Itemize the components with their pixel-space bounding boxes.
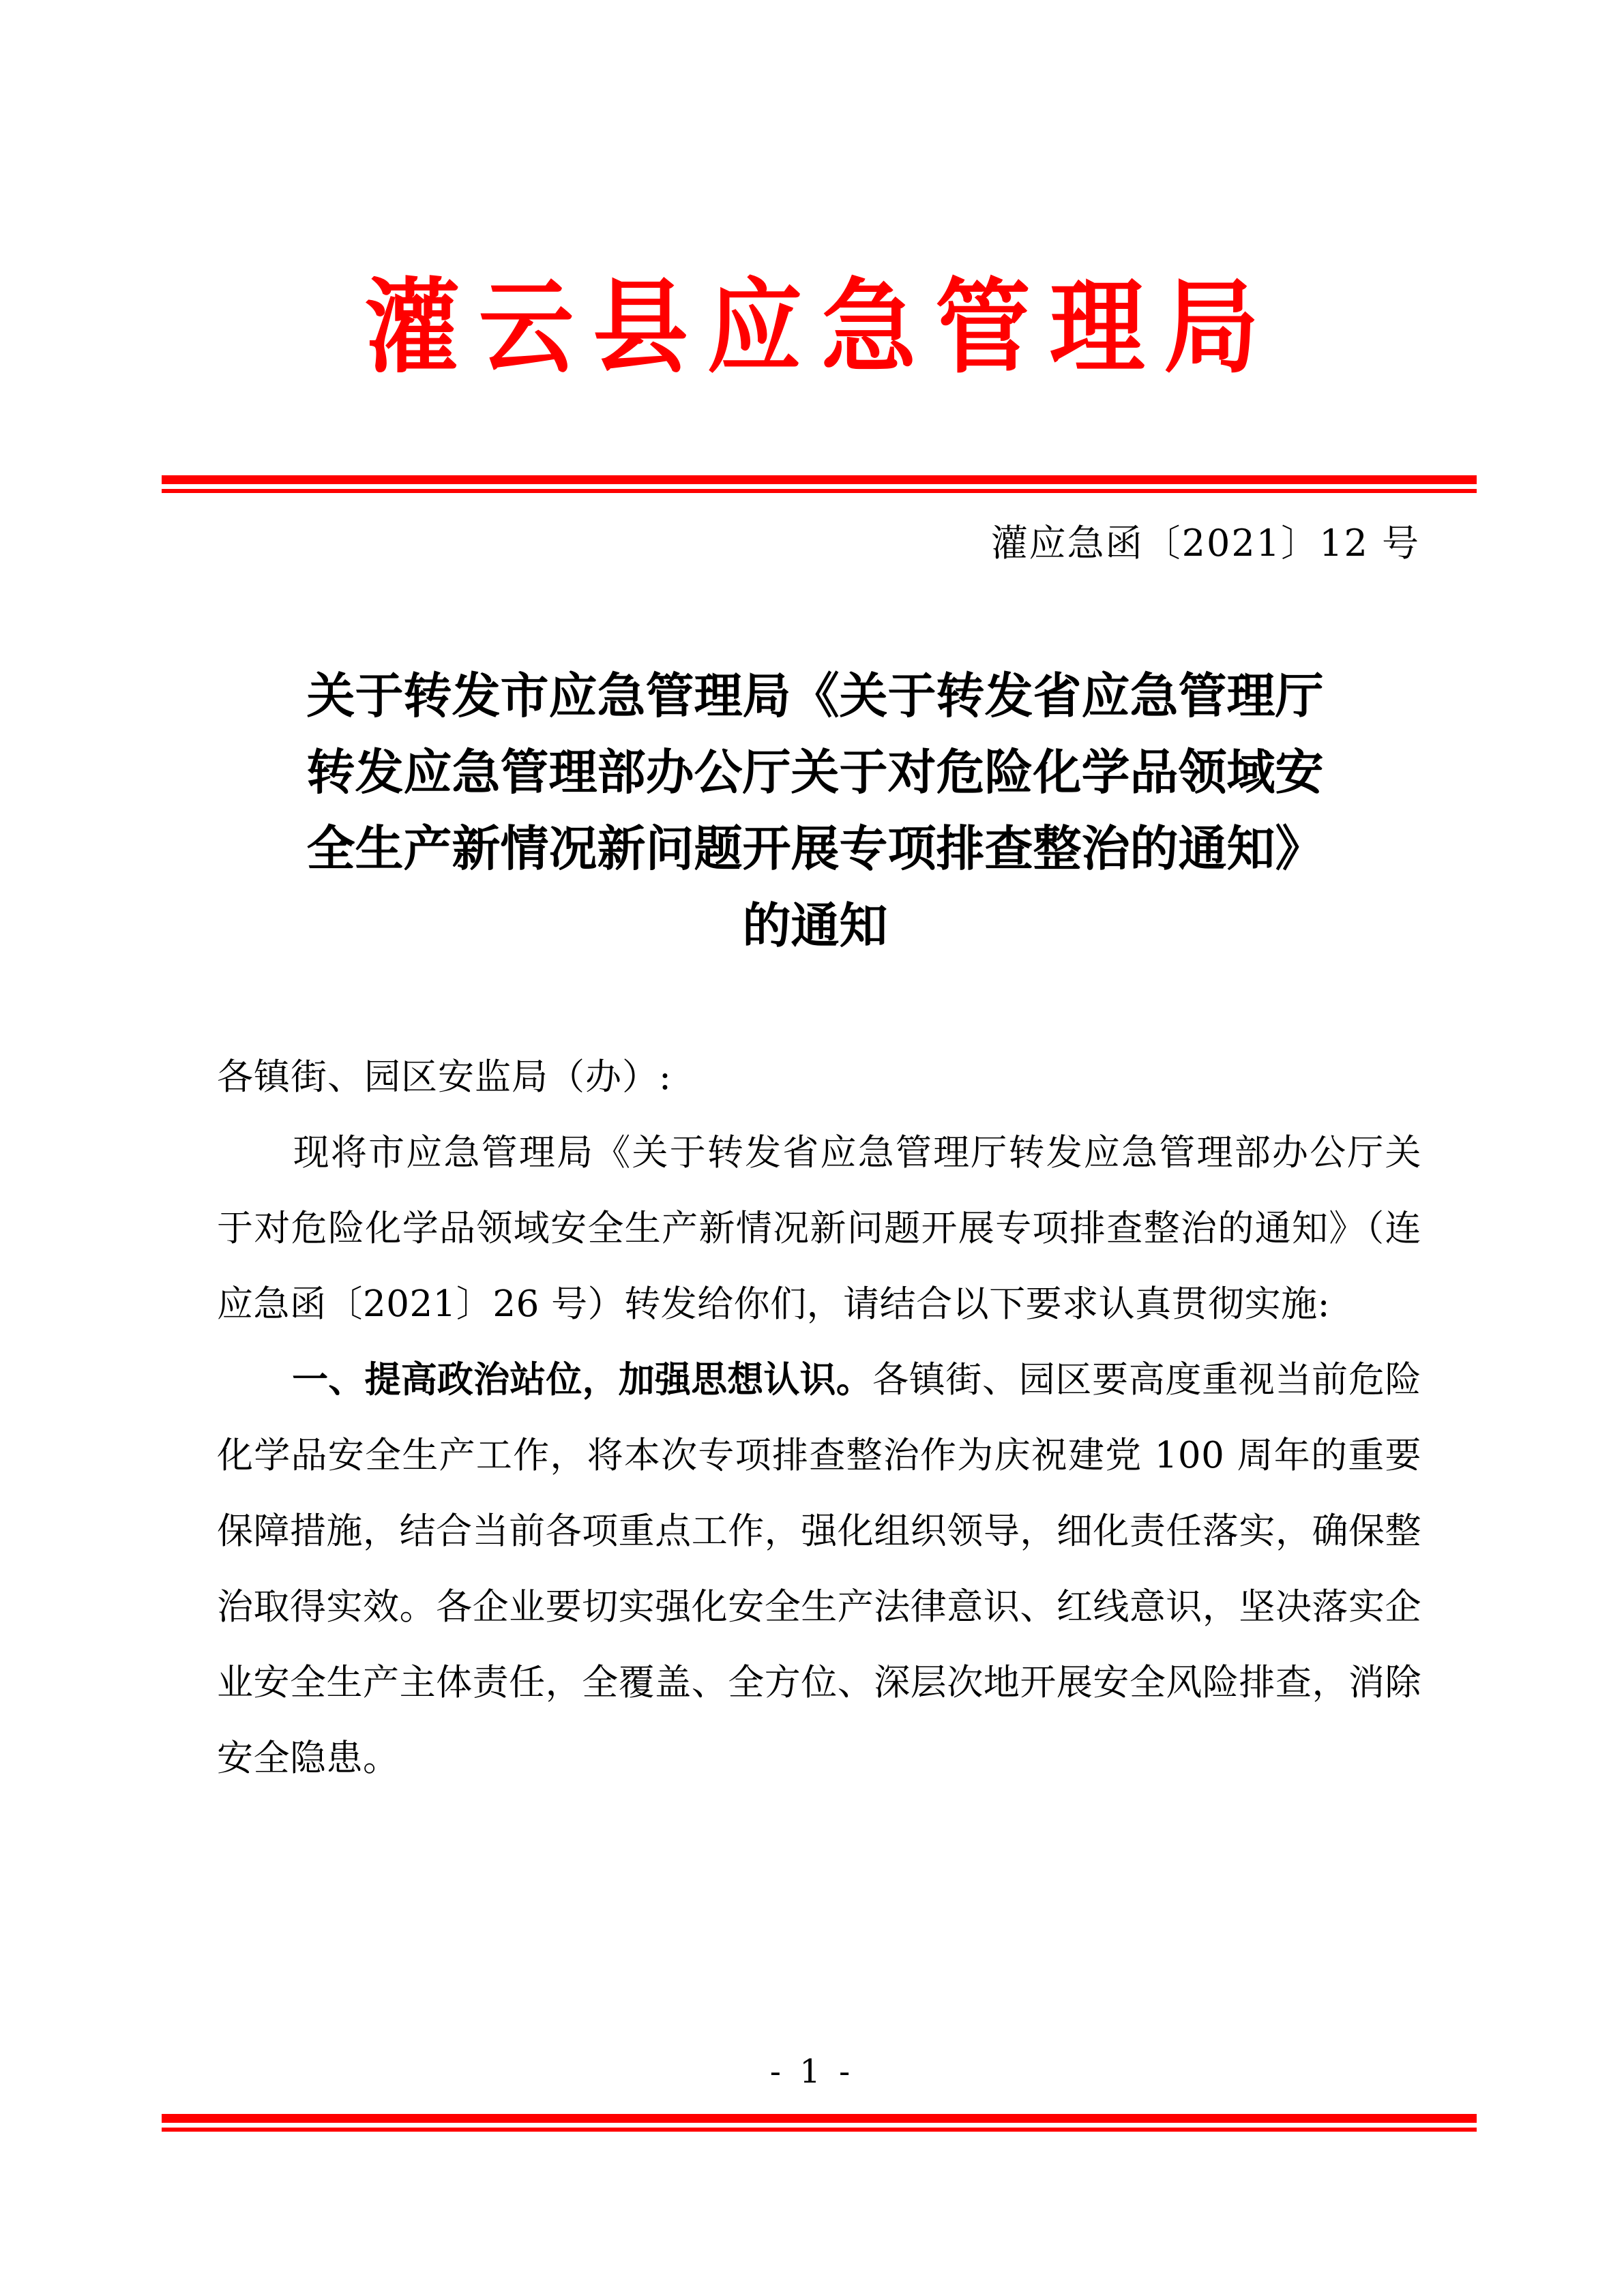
paragraph-section-one — [217, 1342, 1421, 1796]
title-line: 关于转发市应急管理局《关于转发省应急管理厅 — [306, 668, 1324, 724]
red-rule-thick-bar — [162, 475, 1477, 484]
document-serial-number: 灌应急函〔2021〕12 号 — [990, 522, 1420, 565]
page-number: - 1 - — [769, 2053, 855, 2091]
footer-red-rule — [162, 2114, 1477, 2132]
red-rule-thin-bar — [162, 489, 1477, 493]
red-rule-gap — [162, 2123, 1477, 2128]
document-body — [217, 1039, 1421, 1796]
salutation: 各镇街、园区安监局（办）: — [217, 1056, 672, 1098]
issuing-agency-title: 灌云县应急管理局 — [364, 267, 1279, 387]
document-title — [198, 658, 1432, 964]
title-line: 转发应急管理部办公厅关于对危险化学品领域安 — [306, 744, 1324, 801]
title-line: 全生产新情况新问题开展专项排查整治的通知》 — [306, 820, 1324, 878]
paragraph-forwarding-statement — [217, 1115, 1421, 1342]
paragraph-text: 现将市应急管理局《关于转发省应急管理厅转发应急管理部办公厅关于对危险化学品领域安全生产新情况新问题开展专项排查整治的通知》（连应急函〔2021〕26 号）转发给你们，请结合以下要求认真贯彻实施: — [217, 1132, 1421, 1325]
red-rule-thick-bar — [162, 2114, 1477, 2123]
red-rule-thin-bar — [162, 2128, 1477, 2132]
masthead — [0, 267, 1624, 388]
section-heading-lead: 一、提高政治站位，加强思想认识。 — [292, 1359, 873, 1401]
red-rule-gap — [162, 484, 1477, 489]
paragraph-text: 各镇街、园区要高度重视当前危险化学品安全生产工作，将本次专项排查整治作为庆祝建党 100 周年的重要保障措施，结合当前各项重点工作，强化组织领导，细化责任落实，确保整治取得实效。各企业要切实强化安全生产法律意识、红线意识，坚决落实企业安全生产主体责任，全覆盖、全方位、深层次地开展安全风险排查，消除安全隐患。 — [217, 1359, 1421, 1779]
masthead-red-rule — [162, 475, 1477, 493]
title-line: 的通知 — [742, 897, 888, 954]
